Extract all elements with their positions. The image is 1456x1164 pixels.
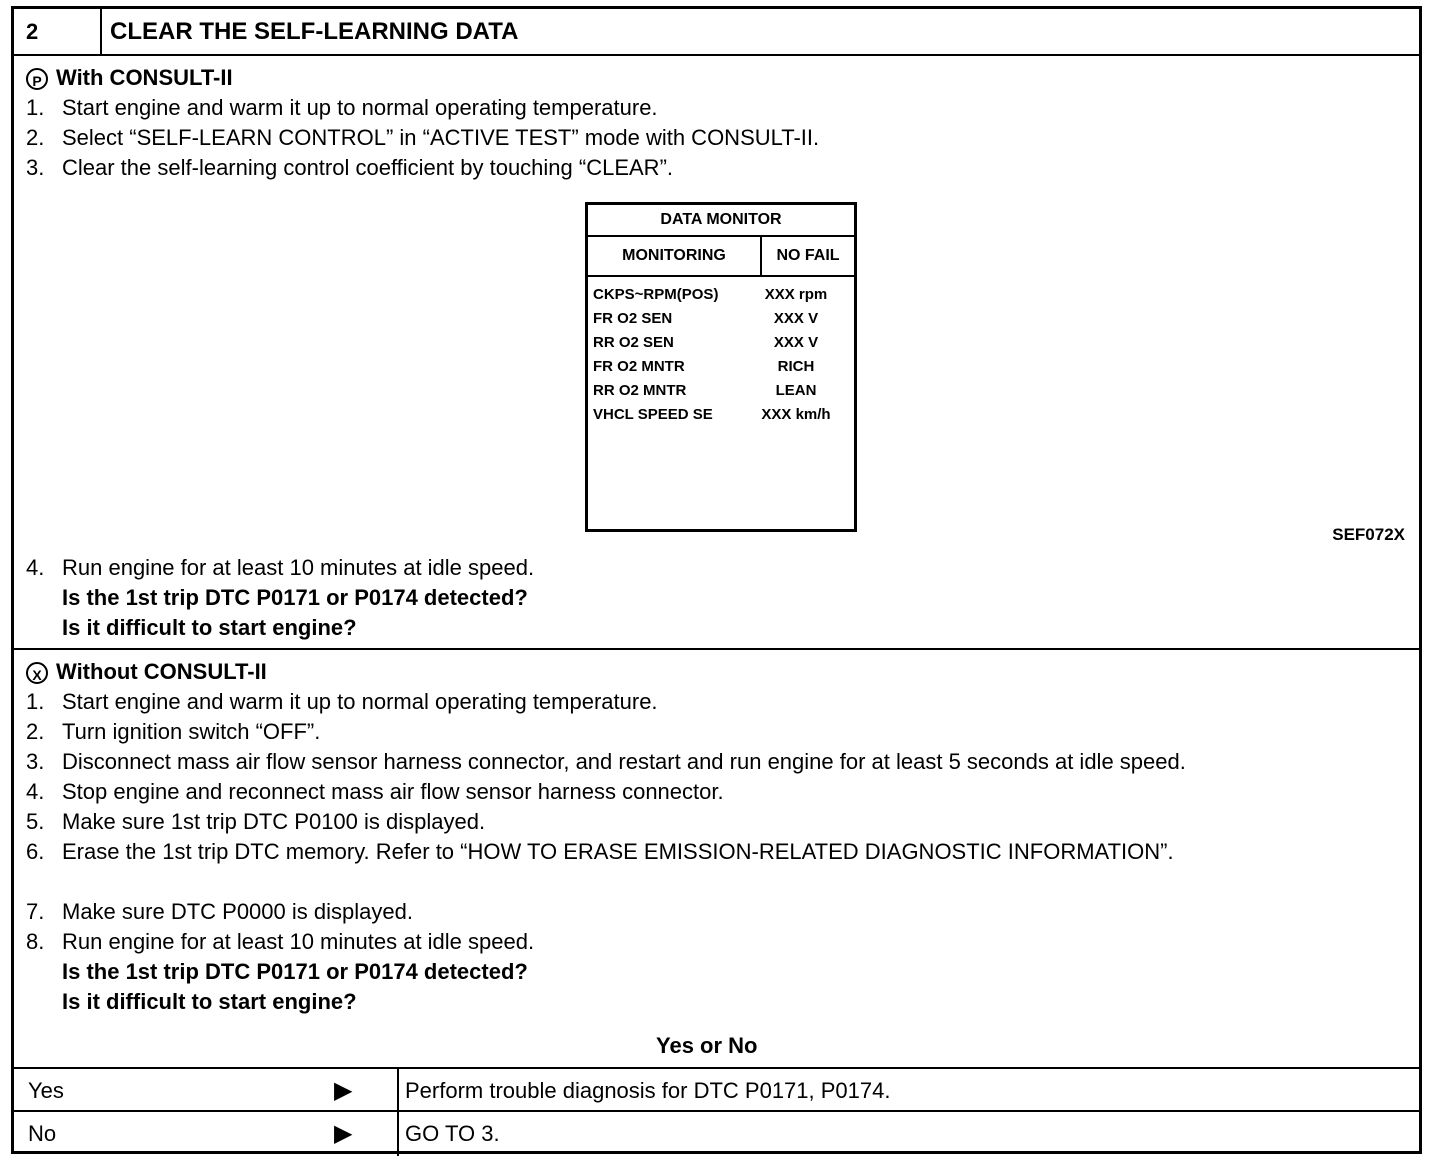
arrow-right-icon: ▶ xyxy=(334,1077,353,1104)
without-question-1: Is the 1st trip DTC P0171 or P0174 detected? xyxy=(62,959,528,984)
without-step-4: 4. Stop engine and reconnect mass air flow sensor harness connector. xyxy=(26,779,724,804)
procedure-table xyxy=(11,6,1422,1154)
outcome-result: Perform trouble diagnosis for DTC P0171, P0174. xyxy=(405,1078,891,1103)
column-divider xyxy=(397,1069,399,1113)
step-header xyxy=(14,9,1419,56)
arrow-right-icon: ▶ xyxy=(334,1120,353,1147)
no-tool-icon: X xyxy=(26,662,48,684)
monitor-title: DATA MONITOR xyxy=(588,205,854,237)
with-step-1: 1. Start engine and warm it up to normal operating temperature. xyxy=(26,95,658,120)
monitor-row: FR O2 MNTR RICH xyxy=(593,358,815,375)
with-question-1: Is the 1st trip DTC P0171 or P0174 detected? xyxy=(62,585,528,610)
with-consult-title: With CONSULT-II xyxy=(56,65,233,90)
without-consult-title: Without CONSULT-II xyxy=(56,659,267,684)
without-step-8: 8. Run engine for at least 10 minutes at idle speed. xyxy=(26,929,535,954)
with-consult-heading xyxy=(26,63,233,93)
monitor-row: CKPS~RPM(POS) XXX rpm xyxy=(593,286,828,303)
monitor-row: VHCL SPEED SE XXX km/h xyxy=(593,406,831,423)
yes-no-prompt: Yes or No xyxy=(656,1033,758,1058)
step-title: CLEAR THE SELF-LEARNING DATA xyxy=(110,18,519,45)
monitor-status-left: MONITORING xyxy=(588,237,762,275)
without-step-1: 1. Start engine and warm it up to normal operating temperature. xyxy=(26,689,658,714)
monitor-row: FR O2 SEN XXX V xyxy=(593,310,819,327)
step-number: 2 xyxy=(14,9,102,54)
outcome-row-yes xyxy=(14,1067,1419,1113)
without-step-3: 3. Disconnect mass air flow sensor harness connector, and restart and run engine for at least 5 seconds at idle speed. xyxy=(26,749,1186,774)
monitor-rows xyxy=(588,277,854,427)
section-divider xyxy=(14,648,1419,650)
without-step-7: 7. Make sure DTC P0000 is displayed. xyxy=(26,899,413,924)
with-step-3: 3. Clear the self-learning control coefficient by touching “CLEAR”. xyxy=(26,155,674,180)
monitor-row: RR O2 MNTR LEAN xyxy=(593,382,817,399)
outcome-result: GO TO 3. xyxy=(405,1121,500,1146)
with-step-4: 4. Run engine for at least 10 minutes at idle speed. xyxy=(26,555,535,580)
consult-tool-icon: P xyxy=(26,68,48,90)
data-monitor-screen xyxy=(585,202,857,532)
outcome-row-no xyxy=(14,1110,1419,1156)
without-question-2: Is it difficult to start engine? xyxy=(62,989,357,1014)
without-consult-heading xyxy=(26,657,267,687)
outcome-label: No xyxy=(28,1121,57,1146)
without-step-6: 6. Erase the 1st trip DTC memory. Refer to “HOW TO ERASE EMISSION-RELATED DIAGNOSTIC INFORMATION”. xyxy=(26,839,1174,864)
without-step-5: 5. Make sure 1st trip DTC P0100 is displayed. xyxy=(26,809,486,834)
with-question-2: Is it difficult to start engine? xyxy=(62,615,357,640)
without-step-2: 2. Turn ignition switch “OFF”. xyxy=(26,719,321,744)
monitor-status-bar xyxy=(588,237,854,277)
figure-id: SEF072X xyxy=(1332,525,1405,544)
outcome-label: Yes xyxy=(28,1078,64,1103)
monitor-status-right: NO FAIL xyxy=(776,247,840,264)
with-step-2: 2. Select “SELF-LEARN CONTROL” in “ACTIVE TEST” mode with CONSULT-II. xyxy=(26,125,820,150)
monitor-row: RR O2 SEN XXX V xyxy=(593,334,819,351)
column-divider xyxy=(397,1112,399,1156)
